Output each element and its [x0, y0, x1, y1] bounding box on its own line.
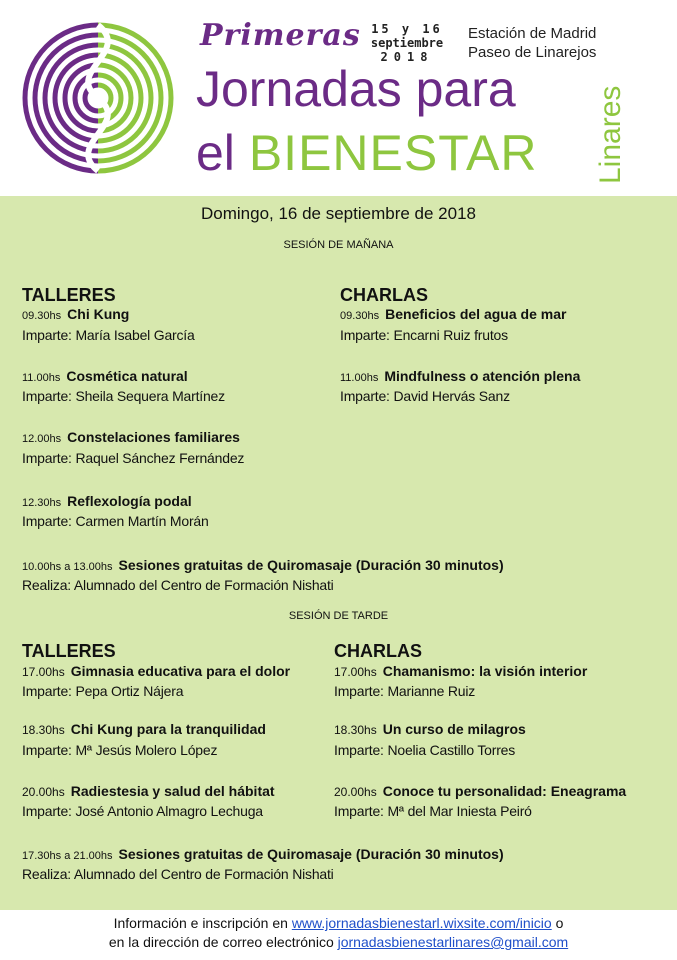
title: Conoce tu personalidad: Eneagrama — [382, 783, 627, 799]
morning-taller-3-speaker: Imparte: Raquel Sánchez Fernández — [22, 450, 245, 466]
morning-talleres-heading: TALLERES — [22, 285, 116, 305]
afternoon-taller-2-title — [22, 721, 266, 737]
morning-charla-1-title — [340, 306, 566, 322]
title-line1: Jornadas para — [196, 61, 516, 117]
title: Gimnasia educativa para el dolor — [70, 663, 291, 679]
afternoon-taller-2-speaker: Imparte: Mª Jesús Molero López — [22, 742, 218, 758]
spiral-logo-icon — [22, 22, 174, 174]
time: 09.30hs — [22, 310, 62, 322]
morning-taller-1-speaker: Imparte: María Isabel García — [22, 327, 195, 343]
morning-charlas-heading: CHARLAS — [340, 285, 428, 305]
title: Un curso de milagros — [382, 721, 526, 737]
time: 09.30hs — [340, 310, 380, 322]
footer-or-text: o — [555, 915, 564, 931]
afternoon-session-label: SESIÓN DE TARDE — [288, 610, 389, 622]
time: 17.00hs — [22, 665, 65, 679]
footer-email-text: en la dirección de correo electrónico — [108, 934, 334, 950]
website-link[interactable]: www.jornadasbienestarl.wixsite.com/inicio — [291, 915, 552, 931]
afternoon-talleres-heading: TALLERES — [22, 641, 116, 661]
time: 18.30hs — [334, 723, 377, 737]
afternoon-charla-1-title — [334, 663, 587, 679]
title: Sesiones gratuitas de Quiromasaje (Duración 30 minutos) — [118, 846, 504, 862]
title: Cosmética natural — [66, 368, 188, 384]
title-linares: Linares — [594, 85, 627, 184]
primeras-label: Primeras — [200, 18, 361, 53]
morning-charla-2-speaker: Imparte: David Hervás Sanz — [340, 388, 510, 404]
time: 18.30hs — [22, 723, 65, 737]
header — [0, 0, 677, 196]
title: Sesiones gratuitas de Quiromasaje (Duración 30 minutos) — [118, 557, 504, 573]
title: Chi Kung para la tranquilidad — [70, 721, 266, 737]
time: 10.00hs a 13.00hs — [22, 561, 113, 573]
morning-taller-3-title — [22, 429, 240, 445]
day-title: Domingo, 16 de septiembre de 2018 — [200, 204, 476, 223]
footer-line-1 — [0, 915, 677, 931]
afternoon-charla-3-title — [334, 783, 626, 799]
afternoon-quiromasaje-title — [22, 846, 504, 862]
afternoon-taller-1-title — [22, 663, 290, 679]
time: 11.00hs — [340, 372, 379, 384]
morning-charla-1-speaker: Imparte: Encarni Ruiz frutos — [340, 327, 508, 343]
footer-info-text: Información e inscripción en — [113, 915, 288, 931]
title: Beneficios del agua de mar — [385, 306, 567, 322]
afternoon-taller-3-speaker: Imparte: José Antonio Almagro Lechuga — [22, 803, 263, 819]
footer — [0, 910, 677, 960]
afternoon-charla-2-speaker: Imparte: Noelia Castillo Torres — [334, 742, 516, 758]
time: 12.00hs — [22, 433, 62, 445]
date-year: 2018 — [380, 50, 434, 64]
morning-quiromasaje-note: Realiza: Alumnado del Centro de Formación Nishati — [22, 577, 334, 593]
date-month: septiembre — [370, 36, 444, 50]
morning-taller-1-title — [22, 306, 129, 322]
afternoon-charla-3-speaker: Imparte: Mª del Mar Iniesta Peiró — [334, 803, 532, 819]
afternoon-charla-1-speaker: Imparte: Marianne Ruiz — [334, 683, 476, 699]
venue — [468, 24, 596, 62]
time: 11.00hs — [22, 372, 61, 384]
title: Mindfulness o atención plena — [384, 368, 581, 384]
afternoon-taller-3-title — [22, 783, 275, 799]
title: Radiestesia y salud del hábitat — [70, 783, 275, 799]
event-dates — [362, 22, 452, 64]
time: 20.00hs — [22, 785, 65, 799]
morning-taller-2-speaker: Imparte: Sheila Sequera Martínez — [22, 388, 225, 404]
morning-charla-2-title — [340, 368, 580, 384]
email-link[interactable]: jornadasbienestarlinares@gmail.com — [337, 934, 569, 950]
afternoon-taller-1-speaker: Imparte: Pepa Ortiz Nájera — [22, 683, 184, 699]
venue-name: Estación de Madrid — [468, 25, 597, 42]
venue-address: Paseo de Linarejos — [468, 44, 597, 61]
date-days: 15 y 16 — [371, 22, 443, 36]
afternoon-charla-2-title — [334, 721, 526, 737]
footer-line-2 — [0, 934, 677, 950]
morning-taller-2-title — [22, 368, 188, 384]
title: Constelaciones familiares — [67, 429, 240, 445]
morning-taller-4-speaker: Imparte: Carmen Martín Morán — [22, 513, 209, 529]
morning-taller-4-title — [22, 493, 192, 509]
time: 17.00hs — [334, 665, 377, 679]
afternoon-charlas-heading: CHARLAS — [334, 641, 422, 661]
title-bienestar: BIENESTAR — [248, 125, 538, 181]
title: Chi Kung — [67, 306, 130, 322]
morning-session-label: SESIÓN DE MAÑANA — [283, 239, 394, 251]
title: Chamanismo: la visión interior — [382, 663, 588, 679]
title-el: el — [196, 125, 235, 181]
morning-quiromasaje-title — [22, 557, 504, 573]
title: Reflexología podal — [67, 493, 192, 509]
time: 12.30hs — [22, 497, 62, 509]
title-line2 — [196, 124, 538, 182]
time: 17.30hs a 21.00hs — [22, 850, 113, 862]
time: 20.00hs — [334, 785, 377, 799]
afternoon-quiromasaje-note: Realiza: Alumnado del Centro de Formación Nishati — [22, 866, 334, 882]
